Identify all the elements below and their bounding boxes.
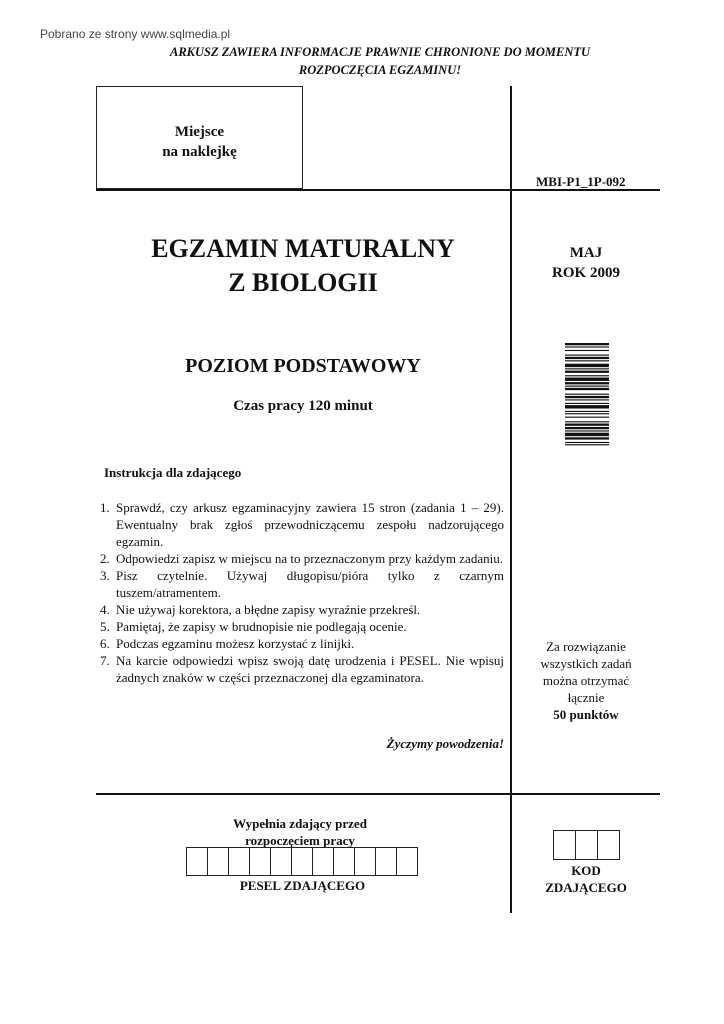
kod-cell[interactable] [597, 830, 620, 860]
sticker-line-1: Miejsce [174, 124, 225, 140]
instruction-item [100, 499, 504, 550]
instruction-number: 6. [100, 636, 110, 651]
instruction-number: 7. [100, 653, 110, 668]
points-line-4: łącznie [567, 690, 605, 705]
instruction-text: Nie używaj korektora, a błędne zapisy wyraźnie przekreśl. [116, 602, 421, 617]
pesel-cell[interactable] [396, 847, 418, 876]
instruction-text: Pisz czytelnie. Używaj długopisu/pióra tylko z czarnym tuszem/atramentem. [116, 568, 504, 600]
barcode-bar [565, 375, 609, 376]
source-note: Pobrano ze strony www.sqlmedia.pl [40, 27, 231, 41]
kod-grid [554, 830, 620, 860]
barcode-bar [565, 388, 609, 390]
warning-line-2: ROZPOCZĘCIA EGZAMINU! [298, 63, 462, 77]
bottom-divider [96, 793, 660, 795]
good-luck-text: Życzymy powodzenia! [386, 736, 504, 751]
pesel-grid [187, 847, 418, 876]
barcode-bar [565, 437, 609, 439]
instruction-item [100, 618, 504, 635]
instruction-item [100, 601, 504, 618]
session-year: ROK 2009 [552, 265, 620, 281]
pesel-fill-note [150, 815, 450, 849]
kod-label-line-2: ZDAJĄCEGO [545, 880, 627, 895]
barcode-bar [565, 399, 609, 400]
instruction-number: 3. [100, 568, 110, 583]
barcode-bar [565, 343, 609, 345]
exam-level: POZIOM PODSTAWOWY [185, 355, 421, 377]
instruction-text: Sprawdź, czy arkusz egzaminacyjny zawiera 15 stron (zadania 1 – 29). Ewentualny brak zgłoś przewodniczącemu zespołu nadzorującego egzamin. [116, 500, 504, 549]
barcode-bar [565, 386, 609, 387]
instruction-item [100, 652, 504, 686]
barcode-bar [565, 355, 609, 356]
points-total: 50 punktów [553, 707, 619, 722]
barcode-bar [565, 394, 609, 395]
kod-label [512, 862, 660, 896]
instruction-text: Podczas egzaminu możesz korzystać z linijki. [116, 636, 355, 651]
sticker-box [96, 86, 303, 189]
kod-label-line-1: KOD [571, 863, 601, 878]
barcode-bar [565, 424, 609, 426]
instructions-heading: Instrukcja dla zdającego [104, 465, 242, 480]
barcode-bar [565, 357, 609, 359]
instruction-item [100, 635, 504, 652]
barcode-bar [565, 360, 609, 361]
warning-line-1: ARKUSZ ZAWIERA INFORMACJE PRAWNIE CHRONIONE DO MOMENTU [169, 45, 591, 59]
barcode-bar [565, 417, 609, 418]
pesel-label: PESEL ZDAJĄCEGO [239, 878, 366, 893]
fill-note-line-1: Wypełnia zdający przed [233, 816, 367, 831]
pesel-cell[interactable] [354, 847, 376, 876]
barcode-bar [565, 396, 609, 398]
barcode-bar [565, 444, 609, 445]
barcode-bar [565, 378, 609, 381]
barcode-bar [565, 403, 609, 404]
legal-warning [120, 43, 640, 79]
instruction-text: Odpowiedzi zapisz w miejscu na to przeznaczonym przy każdym zadaniu. [116, 551, 503, 566]
pesel-cell[interactable] [249, 847, 271, 876]
kod-cell[interactable] [553, 830, 576, 860]
barcode-bar [565, 371, 609, 373]
points-info [512, 638, 660, 723]
points-line-3: można otrzymać [542, 673, 630, 688]
barcode-bar [565, 427, 609, 429]
barcode-bar [565, 411, 609, 412]
barcode-bar [565, 382, 609, 384]
instruction-text: Na karcie odpowiedzi wpisz swoją datę urodzenia i PESEL. Nie wpisuj żadnych znaków w części przeznaczonej dla egzaminatora. [116, 653, 504, 685]
pesel-cell[interactable] [375, 847, 397, 876]
pesel-cell[interactable] [228, 847, 250, 876]
points-line-1: Za rozwiązanie [546, 639, 626, 654]
barcode-bar [565, 442, 609, 443]
instruction-number: 4. [100, 602, 110, 617]
instruction-number: 5. [100, 619, 110, 634]
barcode-bar [565, 346, 609, 347]
instruction-text: Pamiętaj, że zapisy w brudnopisie nie podlegają ocenie. [116, 619, 407, 634]
pesel-cell[interactable] [207, 847, 229, 876]
exam-title [96, 232, 510, 300]
pesel-cell[interactable] [186, 847, 208, 876]
session-month: MAJ [569, 245, 603, 261]
barcode-bar [565, 405, 609, 408]
barcode-bar [565, 413, 609, 414]
kod-cell[interactable] [575, 830, 598, 860]
instruction-number: 1. [100, 500, 110, 515]
barcode [565, 343, 609, 550]
pesel-cell[interactable] [291, 847, 313, 876]
barcode-bar [565, 364, 609, 367]
pesel-cell[interactable] [270, 847, 292, 876]
points-line-2: wszystkich zadań [540, 656, 632, 671]
barcode-bar [565, 368, 609, 369]
pesel-cell[interactable] [333, 847, 355, 876]
title-line-2: Z BIOLOGII [228, 268, 378, 297]
instruction-number: 2. [100, 551, 110, 566]
instructions-list [100, 499, 504, 686]
barcode-bar [565, 350, 609, 351]
fill-note-line-2: rozpoczęciem pracy [245, 833, 355, 848]
pesel-cell[interactable] [312, 847, 334, 876]
barcode-bar [565, 433, 609, 436]
barcode-bar [565, 430, 609, 431]
exam-session [512, 243, 660, 283]
exam-code: MBI-P1_1P-092 [536, 174, 626, 189]
instruction-item [100, 550, 504, 567]
instruction-item [100, 567, 504, 601]
title-line-1: EGZAMIN MATURALNY [151, 234, 455, 263]
vertical-divider [510, 86, 512, 913]
exam-time: Czas pracy 120 minut [233, 398, 373, 414]
barcode-bar [565, 421, 609, 422]
sticker-line-2: na naklejkę [162, 144, 237, 160]
